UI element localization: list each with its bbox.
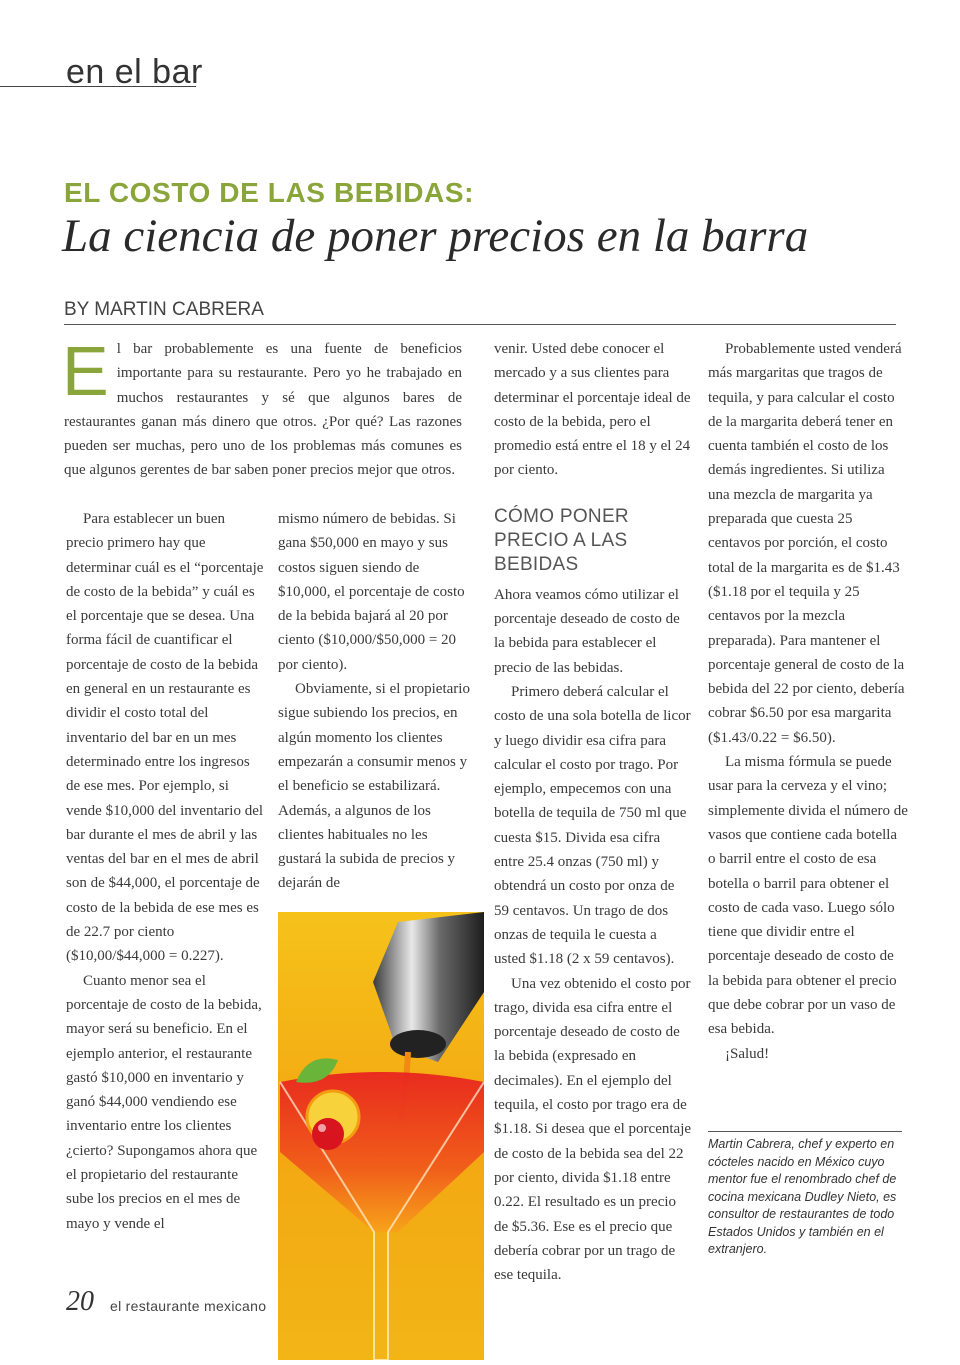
column-1 [66, 507, 264, 1236]
column-2-paragraph: mismo número de bebidas. Si gana $50,000 en mayo y sus costos siguen siendo de $10,000, el porcentaje de costo de la bebida bajará al 20 por ciento ($10,000/$50,000 = 20 por ciento). [278, 511, 465, 673]
magazine-name: el restaurante mexicano [110, 1298, 267, 1314]
article-kicker: EL COSTO DE LAS BEBIDAS: [64, 177, 475, 208]
byline: BY MARTIN CABRERA [64, 299, 264, 320]
column-1-paragraph: Cuanto menor sea el porcentaje de costo de la bebida, mayor será su beneficio. En el ejemplo anterior, el restaurante gastó $10,000 en inventario y ganó $44,000 vendiendo ese inventario entre los clientes ¿cierto? Supongamos ahora que el propietario del restaurante sube los precios en el mes de mayo y vende el [66, 972, 262, 1232]
column-3-paragraph: venir. Usted debe conocer el mercado y a sus clientes para determinar el porcentaje ideal de costo de la bebida, pero el promedio está entre el 18 y el 24 por ciento. [494, 341, 691, 479]
bio-rule [708, 1131, 902, 1132]
section-rule [0, 86, 196, 87]
column-4 [708, 337, 908, 1066]
column-3-paragraph: Una vez obtenido el costo por trago, divida esa cifra entre el porcentaje deseado de costo de la bebida (expresado en decimales). En el ejemplo del tequila, el costo por trago era de $1.18. Si desea que el porcentaje de costo de la bebida sea del 22 por ciento, divida $1.18 entre 0.22. El resultado es un precio de $5.36. Ese es el precio que debería cobrar por un trago de ese tequila. [494, 975, 692, 1284]
column-3 [494, 337, 692, 1287]
cocktail-photo [278, 912, 484, 1360]
page-number: 20 [66, 1286, 94, 1317]
author-bio: Martin Cabrera, chef y experto en cócteles nacido en México cuyo mentor fue el renombrado chef de cocina mexicana Dudley Nieto, es consultor de restaurantes de todo Estados Unidos y también en el extranjero. [708, 1137, 897, 1256]
column-3-paragraph: Primero deberá calcular el costo de una sola botella de licor y luego dividir esa cifra para calcular el costo por trago. Por ejemplo, empecemos con una botella de tequila de 750 ml que cuesta $15. Divida esa cifra entre 25.4 onzas (750 ml) y obtendrá un costo por onza de 59 centavos. Un trago de dos onzas de tequila le cuesta a usted $1.18 (2 x 59 centavos). [494, 683, 691, 968]
column-2 [278, 507, 474, 896]
sign-off: ¡Salud! [725, 1045, 770, 1062]
article-headline: La ciencia de poner precios en la barra [62, 210, 809, 262]
drop-cap: E [62, 332, 109, 410]
cocktail-illustration [278, 912, 484, 1360]
subhead: CÓMO PONER PRECIO A LAS BEBIDAS [494, 505, 629, 575]
column-2-paragraph: Obviamente, si el propietario sigue subiendo los precios, en algún momento los clientes empezarán a consumir menos y el beneficio se estabilizará. Además, a algunos de los clientes habituales no les gustará la subida de precios y dejarán de [278, 681, 470, 892]
column-1-paragraph: Para establecer un buen precio primero hay que determinar cuál es el “porcentaje de costo de la bebida” y cuál es el porcentaje que se desea. Una forma fácil de cuantificar el porcentaje de costo de la bebida en general en un restaurante es dividir el costo total del inventario del bar en un mes determinado entre los ingresos de ese mes. Por ejemplo, si vende $10,000 del inventario del bar durante el mes de abril y las ventas del bar en el mes de abril son de $44,000, el porcentaje de costo de la bebida de ese mes es de 22.7 por ciento ($10,00/$44,000 = 0.227). [66, 511, 264, 965]
byline-rule [64, 324, 896, 325]
column-4-paragraph: Probablemente usted venderá más margaritas que tragos de tequila, y para calcular el costo de la margarita deberá tener en cuenta también el costo de los demás ingredientes. Si utiliza una mezcla de margarita ya preparada que cuesta 25 centavos por porción, el costo total de la margarita es de $1.43 ($1.18 por el tequila y 25 centavos por la mezcla preparada). Para mantener el porcentaje general de costo de la bebida del 22 por ciento, debería cobrar $6.50 por esa margarita ($1.43/0.22 = $6.50). [708, 341, 905, 746]
column-3-paragraph: Ahora veamos cómo utilizar el porcentaje deseado de costo de la bebida para establecer el precio de las bebidas. [494, 586, 680, 676]
column-4-paragraph: La misma fórmula se puede usar para la cerveza y el vino; simplemente divida el número de vasos que contiene cada botella o barril entre el costo de esa botella o barril para obtener el costo de cada vaso. Luego sólo tiene que dividir entre el porcentaje deseado de costo de la bebida para obtener el precio que debe cobrar por un vaso de esa bebida. [708, 754, 908, 1038]
lead-paragraph [62, 332, 462, 483]
section-label: en el bar [66, 53, 203, 91]
lead-text: l bar probablemente es una fuente de beneficios importante para su restaurante. Pero yo he trabajado en muchos restaurantes y sé que algunos bares de restaurantes ganan más dinero que otros. ¿Por qué? Las razones pueden ser muchas, pero uno de los problemas más comunes es que algunos gerentes de bar saben poner precios mejor que otros. [64, 341, 462, 479]
